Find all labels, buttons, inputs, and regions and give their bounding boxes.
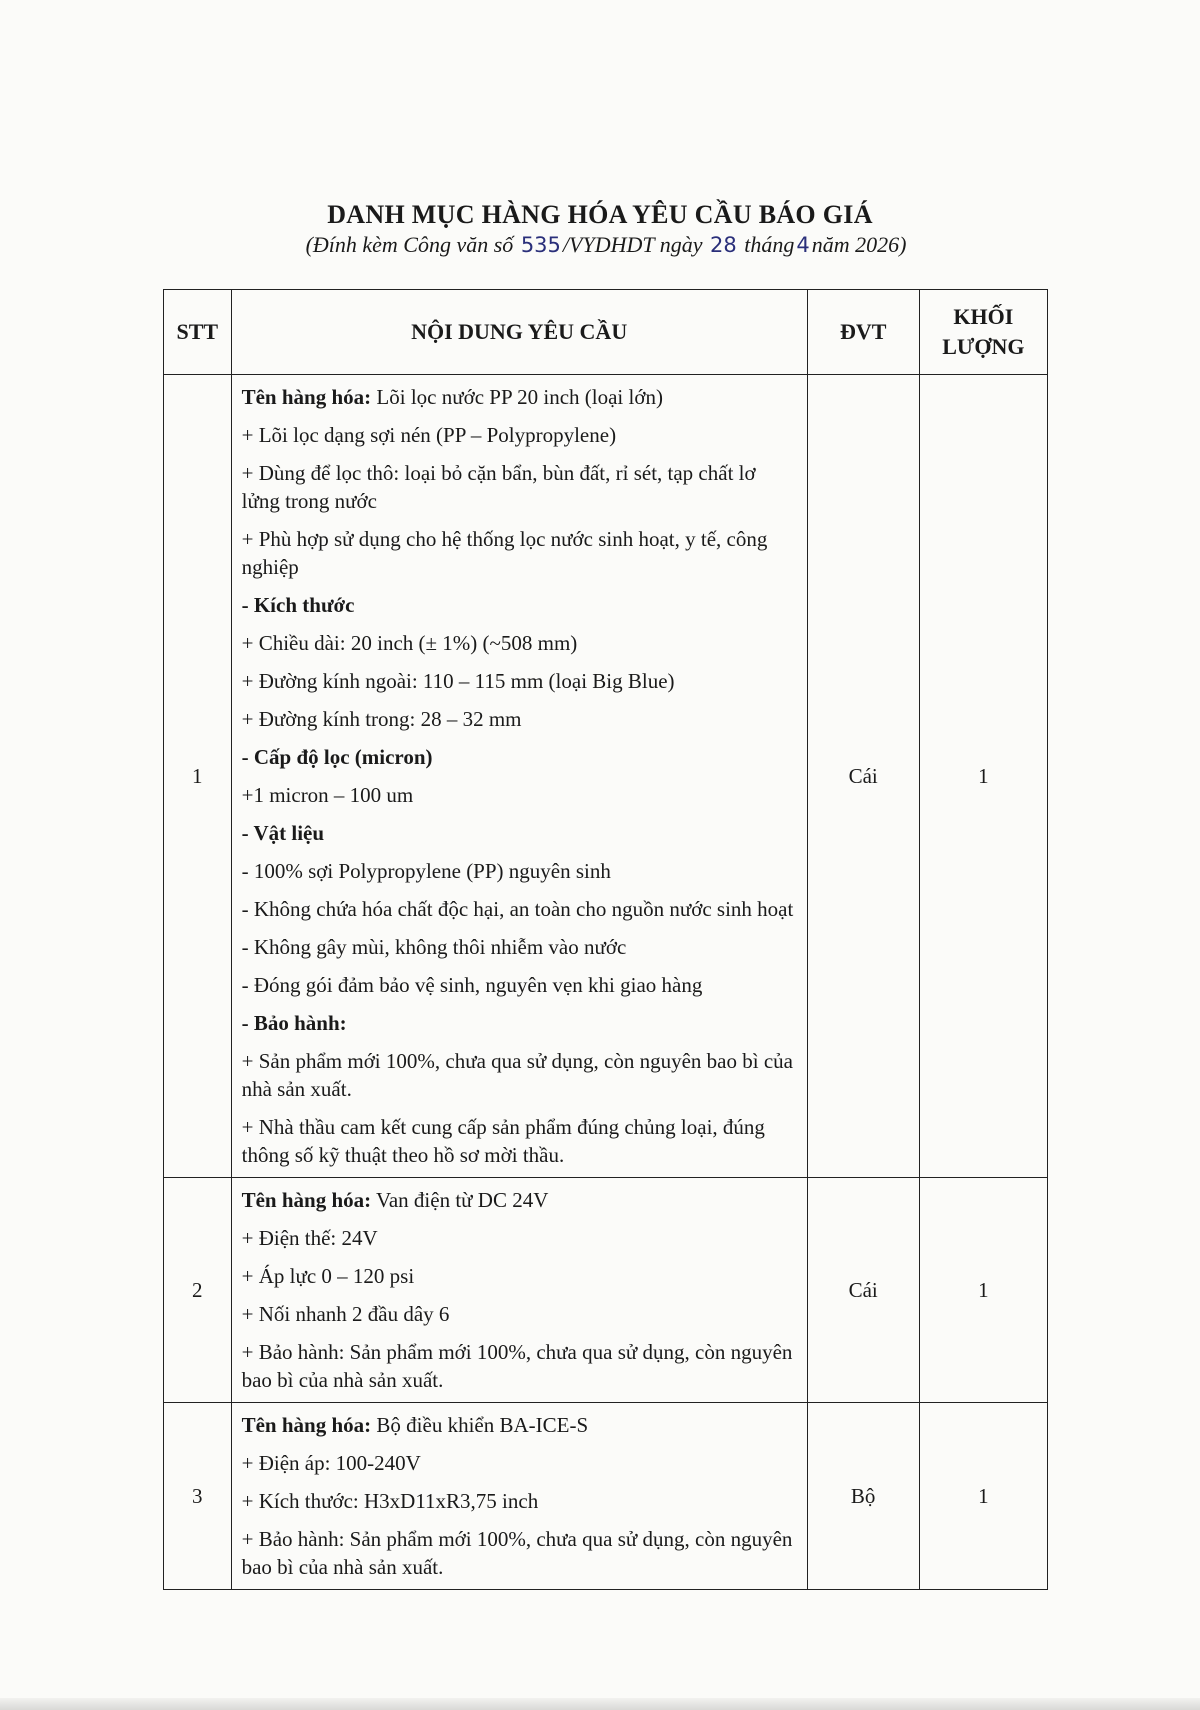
subtitle-prefix: (Đính kèm Công văn số (305, 232, 514, 257)
subtitle-month-label: tháng (744, 232, 795, 257)
row-content (231, 375, 807, 1178)
item-name-label: Tên hàng hóa: (241, 385, 372, 409)
spec-heading: - Kích thước (241, 593, 355, 617)
spec-line: + Phù hợp sử dụng cho hệ thống lọc nước sinh hoạt, y tế, công nghiệp (241, 527, 768, 579)
header-qty: KHỐI LƯỢNG (919, 290, 1047, 375)
row-stt: 3 (164, 1403, 232, 1590)
table-row (164, 1403, 1048, 1590)
spec-line: + Nhà thầu cam kết cung cấp sản phẩm đúng chủng loại, đúng thông số kỹ thuật theo hồ sơ mời thầu. (241, 1115, 765, 1167)
spec-line: + Kích thước: H3xD11xR3,75 inch (241, 1489, 539, 1513)
row-qty: 1 (919, 1178, 1047, 1403)
spec-line: - Không gây mùi, không thôi nhiễm vào nước (241, 935, 627, 959)
item-name (242, 383, 797, 411)
spec-line: - Không chứa hóa chất độc hại, an toàn cho nguồn nước sinh hoạt (241, 897, 794, 921)
spec-line: + Áp lực 0 – 120 psi (241, 1264, 415, 1288)
spec-line: + Đường kính ngoài: 110 – 115 mm (loại Big Blue) (241, 669, 675, 693)
handwritten-month: 4 (796, 233, 810, 257)
spec-line: + Lõi lọc dạng sợi nén (PP – Polypropylene) (241, 423, 617, 447)
spec-line: + Sản phẩm mới 100%, chưa qua sử dụng, còn nguyên bao bì của nhà sản xuất. (241, 1049, 793, 1101)
row-content (231, 1403, 807, 1590)
item-name (242, 1186, 797, 1214)
header-stt: STT (164, 290, 232, 375)
spec-heading: - Vật liệu (241, 821, 325, 845)
spec-line: + Dùng để lọc thô: loại bỏ cặn bẩn, bùn đất, rỉ sét, tạp chất lơ lửng trong nước (241, 461, 756, 513)
item-name-label: Tên hàng hóa: (241, 1413, 372, 1437)
header-unit: ĐVT (807, 290, 919, 375)
spec-line: + Nối nhanh 2 đầu dây 6 (241, 1302, 450, 1326)
table-row (164, 375, 1048, 1178)
handwritten-day: 28 (709, 233, 737, 257)
row-stt: 1 (164, 375, 232, 1178)
item-name-value: Bộ điều khiển BA-ICE-S (371, 1413, 589, 1437)
row-qty: 1 (919, 1403, 1047, 1590)
subtitle-ref: /VYDHDT ngày (562, 232, 703, 257)
item-name-value: Van điện từ DC 24V (371, 1188, 549, 1212)
item-name-label: Tên hàng hóa: (241, 1188, 372, 1212)
spec-line: +1 micron – 100 um (241, 783, 414, 807)
document-subtitle (0, 232, 1200, 258)
item-name (242, 1411, 797, 1439)
row-content (231, 1178, 807, 1403)
item-name-value: Lõi lọc nước PP 20 inch (loại lớn) (371, 385, 663, 409)
document-title: DANH MỤC HÀNG HÓA YÊU CẦU BÁO GIÁ (327, 200, 873, 229)
spec-line: + Đường kính trong: 28 – 32 mm (241, 707, 522, 731)
goods-table (163, 289, 1048, 1590)
spec-line: + Bảo hành: Sản phẩm mới 100%, chưa qua sử dụng, còn nguyên bao bì của nhà sản xuất. (241, 1340, 793, 1392)
spec-line: - 100% sợi Polypropylene (PP) nguyên sinh (241, 859, 611, 883)
spec-line: + Bảo hành: Sản phẩm mới 100%, chưa qua sử dụng, còn nguyên bao bì của nhà sản xuất. (241, 1527, 793, 1579)
page-bottom-edge (0, 1698, 1200, 1710)
spec-line: + Điện áp: 100-240V (241, 1451, 421, 1475)
handwritten-doc-number: 535 (520, 233, 561, 257)
row-unit: Cái (807, 1178, 919, 1403)
spec-line: - Đóng gói đảm bảo vệ sinh, nguyên vẹn khi giao hàng (241, 973, 703, 997)
table-header-row (164, 290, 1048, 375)
spec-heading: - Cấp độ lọc (micron) (241, 745, 433, 769)
spec-line: + Điện thế: 24V (241, 1226, 378, 1250)
subtitle-year: năm 2026) (811, 232, 907, 257)
table-row (164, 1178, 1048, 1403)
row-unit: Bộ (807, 1403, 919, 1590)
spec-line: + Chiều dài: 20 inch (± 1%) (~508 mm) (241, 631, 578, 655)
spec-heading: - Bảo hành: (241, 1011, 347, 1035)
header-content: NỘI DUNG YÊU CẦU (231, 290, 807, 375)
row-unit: Cái (807, 375, 919, 1178)
row-qty: 1 (919, 375, 1047, 1178)
row-stt: 2 (164, 1178, 232, 1403)
